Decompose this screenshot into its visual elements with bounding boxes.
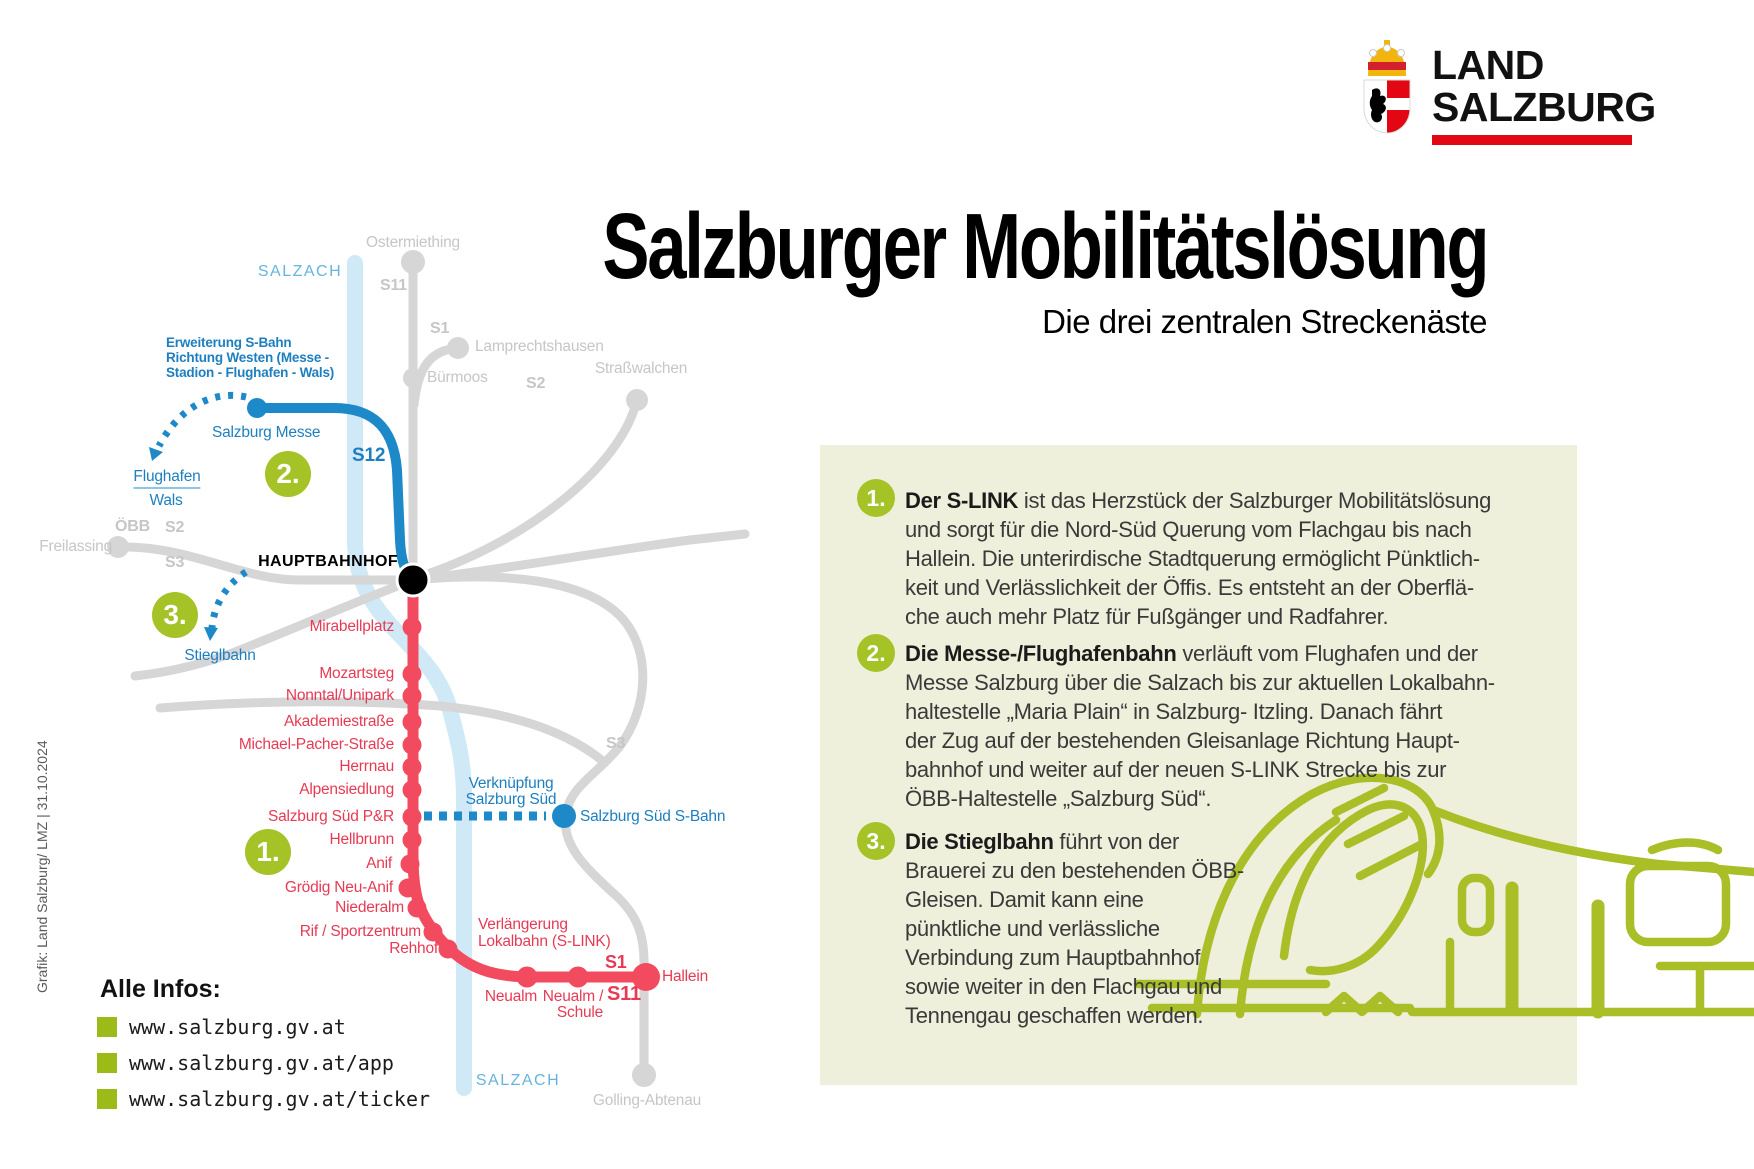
station-dot (403, 665, 422, 684)
infos-heading: Alle Infos: (100, 975, 221, 1003)
station-wals: Wals (149, 492, 183, 509)
paragraph-line (905, 639, 1495, 668)
stieglbahn-dashed-arc (212, 572, 246, 628)
route-s1-red: S1 (605, 952, 627, 972)
extension-note-line1: Erweiterung S-Bahn (166, 335, 292, 350)
paragraph-text: ist das Herzstück der Salzburger Mobilitätslösung (1018, 488, 1492, 513)
paragraph-line: Brauerei zu den bestehenden ÖBB- (905, 858, 1244, 883)
verknuepfung-line2: Salzburg Süd (465, 791, 557, 808)
paragraph-line: Tennengau geschaffen werden. (905, 1003, 1204, 1028)
salzach-label-top: SALZACH (257, 263, 343, 280)
panel-paragraph-2 (905, 639, 1495, 813)
paragraph-line: haltestelle „Maria Plain“ in Salzburg- Itzling. Danach fährt (905, 699, 1443, 724)
paragraph-line: der Zug auf der bestehenden Gleisanlage Richtung Haupt- (905, 728, 1460, 753)
salzach-label-bottom: SALZACH (475, 1072, 561, 1089)
station-label: Akademiestraße (283, 713, 394, 730)
map-badge-2: 2. (265, 451, 311, 497)
neualm-schule-dot (568, 967, 589, 988)
neualm-dot (517, 967, 538, 988)
info-link-row (97, 1052, 430, 1074)
station-neualm: Neualm (484, 988, 538, 1005)
route-s11: S11 (380, 277, 407, 294)
bullet-square-icon (97, 1053, 117, 1073)
infos-list (97, 1016, 430, 1124)
header (323, 194, 1487, 341)
station-ostermiething: Ostermiething (366, 234, 460, 251)
panel-paragraph-1 (905, 486, 1491, 631)
info-link-row (97, 1016, 430, 1038)
logo-wordmark (1432, 44, 1656, 145)
station-dot (403, 831, 422, 850)
verlaengerung-line2: Lokalbahn (S-LINK) (478, 933, 611, 950)
station-salzburg-messe: Salzburg Messe (212, 424, 321, 441)
paragraph-line: Gleisen. Damit kann eine (905, 887, 1144, 912)
station-dot (403, 618, 422, 637)
map-badge-3: 3. (152, 592, 198, 638)
paragraph-line: ÖBB-Haltestelle „Salzburg Süd“. (905, 786, 1212, 811)
station-dot (439, 940, 458, 959)
station-dot (401, 855, 420, 874)
paragraph-line: Messe Salzburg über die Salzach bis zur aktuellen Lokalbahn- (905, 670, 1495, 695)
bullet-square-icon (97, 1017, 117, 1037)
station-label: Alpensiedlung (299, 781, 394, 798)
salzburg-messe-dot (247, 398, 267, 418)
station-label: Rehhof (389, 940, 438, 957)
route-oebb: ÖBB (115, 518, 150, 535)
panel-paragraph-3 (905, 827, 1244, 1030)
station-label: Nonntal/Unipark (285, 687, 394, 704)
page-title: Salzburger Mobilitätslösung (602, 194, 1487, 298)
station-dot (403, 808, 422, 827)
route-s3-west: S3 (165, 554, 185, 571)
verlaengerung-line1: Verlängerung (478, 916, 568, 933)
item-1-badge: 1. (857, 479, 895, 517)
paragraph-text: führt von der (1053, 829, 1180, 854)
station-dot (399, 879, 418, 898)
station-dot (408, 899, 427, 918)
station-label: Salzburg Süd P&R (267, 808, 394, 825)
info-link-row (97, 1088, 430, 1110)
station-freilassing: Freilassing (39, 538, 112, 555)
station-golling-abtenau: Golling-Abtenau (592, 1092, 702, 1109)
train-roof-equipment (1652, 843, 1718, 851)
stieglbahn-arrowhead (204, 627, 218, 641)
label-stieglbahn: Stieglbahn (184, 647, 256, 664)
route-s12: S12 (352, 445, 386, 466)
logo-line2: SALZBURG (1432, 84, 1656, 130)
paragraph-line: Verbindung zum Hauptbahnhof (905, 945, 1201, 970)
info-link[interactable]: www.salzburg.gv.at/ticker (129, 1087, 431, 1111)
station-hallein: Hallein (662, 968, 708, 985)
page-subtitle: Die drei zentralen Streckenäste (1042, 303, 1487, 340)
paragraph-lead: Die Messe-/Flughafenbahn (905, 641, 1177, 666)
station-label: Hellbrunn (329, 831, 394, 848)
station-label: Anif (366, 855, 392, 872)
route-s11-red: S11 (607, 983, 641, 1005)
paragraph-line (905, 827, 1244, 856)
station-label: Rif / Sportzentrum (299, 923, 421, 940)
paragraph-lead: Der S-LINK (905, 488, 1019, 513)
station-dot (403, 687, 422, 706)
paragraph-lead: Die Stieglbahn (905, 829, 1054, 854)
station-hauptbahnhof: HAUPTBAHNHOF (258, 553, 398, 570)
paragraph-line (905, 486, 1491, 515)
paragraph-line: Hallein. Die unterirdische Stadtquerung ermöglicht Pünktlich- (905, 546, 1480, 571)
route-s1: S1 (430, 320, 450, 337)
paragraph-line: che auch mehr Platz für Fußgänger und Radfahrer. (905, 604, 1389, 629)
paragraph-text: verläuft vom Flughafen und der (1176, 641, 1478, 666)
map-badge-1: 1. (245, 829, 291, 875)
logo-red-bar (1432, 135, 1632, 145)
train-windshield (1284, 805, 1423, 972)
station-flughafen: Flughafen (133, 468, 200, 489)
paragraph-line: keit und Verlässlichkeit der Öffis. Es entsteht an der Oberflä- (905, 575, 1474, 600)
route-s3-south: S3 (606, 735, 626, 752)
logo-line1: LAND (1432, 42, 1544, 88)
station-dot (403, 713, 422, 732)
paragraph-line: bahnhof und weiter auf der neuen S-LINK Strecke bis zur (905, 757, 1447, 782)
station-label: Michael-Pacher-Straße (238, 736, 394, 753)
paragraph-line: und sorgt für die Nord-Süd Querung vom Flachgau bis nach (905, 517, 1472, 542)
extension-note-line2: Richtung Westen (Messe - (166, 350, 329, 365)
hauptbahnhof-dot (397, 564, 429, 596)
station-label: Grödig Neu-Anif (284, 879, 393, 896)
info-link[interactable]: www.salzburg.gv.at (129, 1015, 346, 1039)
route-s2-west: S2 (165, 519, 185, 536)
paragraph-line: sowie weiter in den Flachgau und (905, 974, 1222, 999)
station-label: Mirabellplatz (309, 618, 394, 635)
flughafen-arrowhead (149, 447, 163, 461)
train-stripe (1360, 844, 1422, 876)
station-neualm-schule-line1: Neualm / (542, 988, 604, 1005)
train-headlight (1462, 878, 1490, 932)
station-dot (424, 923, 443, 942)
station-lamprechtshausen: Lamprechtshausen (475, 338, 604, 355)
strasswalchen-dot (626, 389, 648, 411)
station-label: Niederalm (335, 899, 404, 916)
station-strasswalchen: Straßwalchen (594, 360, 688, 377)
golling-dot (632, 1063, 656, 1087)
station-salzburg-sued-sbahn: Salzburg Süd S-Bahn (580, 808, 726, 825)
train-window (1630, 866, 1726, 942)
coat-of-arms (1360, 40, 1414, 136)
info-link[interactable]: www.salzburg.gv.at/app (129, 1051, 394, 1075)
buermoos-dot (403, 368, 423, 388)
station-label: Herrnau (339, 758, 394, 775)
route-s2-east: S2 (526, 375, 546, 392)
station-dot (403, 781, 422, 800)
station-label: Mozartsteg (319, 665, 394, 682)
item-3-badge: 3. (857, 822, 895, 860)
item-2-badge: 2. (857, 634, 895, 672)
station-dot (403, 758, 422, 777)
extension-note-line3: Stadion - Flughafen - Wals) (166, 365, 335, 380)
credit-note: Grafik: Land Salzburg/ LMZ | 31.10.2024 (34, 740, 50, 993)
station-neualm-schule-line2: Schule (556, 1004, 604, 1021)
bullet-square-icon (97, 1089, 117, 1109)
station-dot (403, 736, 422, 755)
station-buermoos: Bürmoos (427, 369, 488, 386)
verknuepfung-line1: Verknüpfung (468, 775, 554, 792)
paragraph-line: pünktliche und verlässliche (905, 916, 1160, 941)
